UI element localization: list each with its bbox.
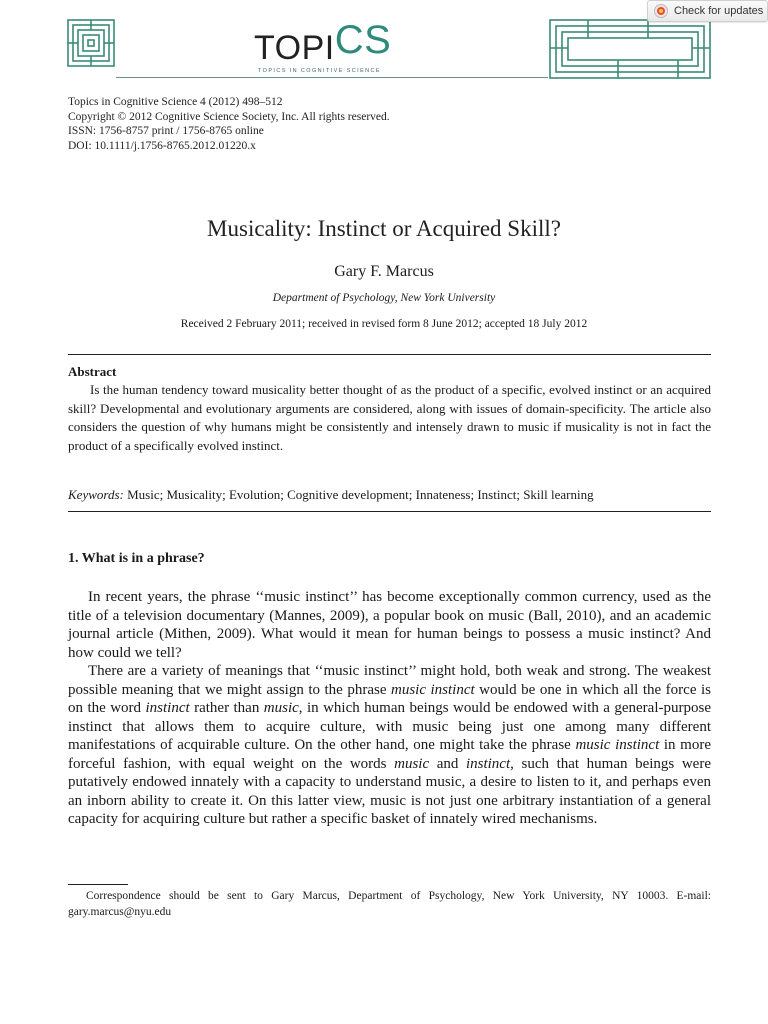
copyright-line: Copyright © 2012 Cognitive Science Society, Inc. All rights reserved. xyxy=(68,110,390,123)
received-dates: Received 2 February 2011; received in revised form 8 June 2012; accepted 18 July 2012 xyxy=(180,318,588,330)
crossmark-icon xyxy=(654,4,668,18)
author-name: Gary F. Marcus xyxy=(334,263,434,280)
journal-line: Topics in Cognitive Science 4 (2012) 498–512 xyxy=(68,96,283,108)
topics-logo xyxy=(254,18,414,74)
issn-line: ISSN: 1756-8757 print / 1756-8765 online xyxy=(68,125,264,137)
author-affiliation: Department of Psychology, New York University xyxy=(272,292,496,304)
labyrinth-logo-right xyxy=(548,18,712,80)
header-rule xyxy=(116,77,548,78)
keywords-list: Music; Musicality; Evolution; Cognitive development; Innateness; Instinct; Skill learning xyxy=(123,487,594,502)
footnote-rule xyxy=(68,884,128,885)
keywords-label: Keywords: xyxy=(68,487,124,502)
correspondence-footnote: Correspondence should be sent to Gary Marcus, Department of Psychology, New York University, NY 10003. E-mail: gary.marcus@nyu.edu xyxy=(68,890,711,918)
body-paragraph-2: There are a variety of meanings that ‘‘music instinct’’ might hold, both weak and strong. The weakest possible meaning that we might assign to the phrase music instinct would be one in which all the force is on the word instinct rather than music, in which human beings would be endowed with a general-purpose instinct that allows them to acquire culture, with music being just one among many different manifestations of acquirable culture. On the other hand, one might take the phrase music instinct in more forceful fashion, with equal weight on the words music and instinct, such that human beings were putatively endowed innately with a capacity to understand music, a desire to listen to it, and perhaps even an inborn ability to create it. On this latter view, music is not just one arbitrary instantiation of a general capacity for acquiring culture but rather a specific basket of innately wired mechanisms. xyxy=(68,663,711,827)
doi-line: DOI: 10.1111/j.1756-8765.2012.01220.x xyxy=(68,139,256,152)
citation-meta xyxy=(68,95,390,153)
article-title: Musicality: Instinct or Acquired Skill? xyxy=(207,216,561,241)
abstract-bottom-rule xyxy=(68,511,711,512)
logo-prefix: TOPI xyxy=(254,29,335,67)
journal-header xyxy=(0,0,768,90)
keywords xyxy=(68,487,711,503)
section-heading: 1. What is in a phrase? xyxy=(68,551,205,566)
logo-tagline: TOPICS IN COGNITIVE SCIENCE xyxy=(258,68,381,74)
check-updates-label: Check for updates xyxy=(674,5,764,17)
abstract-top-rule xyxy=(68,354,711,355)
labyrinth-logo-left xyxy=(66,18,116,68)
abstract-body: Is the human tendency toward musicality better thought of as the product of a specific, evolved instinct or an acquired skill? Developmental and evolutionary arguments are considered, along with issues of domain-specificity. The article also considers the question of why humans might be consistently and intensely drawn to music if musicality is not in fact the product of a specifically evolved instinct. xyxy=(68,382,711,453)
logo-suffix: CS xyxy=(334,18,392,62)
body-paragraph-1: In recent years, the phrase ‘‘music instinct’’ has become exceptionally common currency, used as the title of a television documentary (Mannes, 2009), a popular book on music (Ball, 2010), and an academic journal article (Mithen, 2009). What would it mean for human beings to possess a music instinct? And how could we tell? xyxy=(68,589,711,661)
abstract-heading: Abstract xyxy=(68,364,117,379)
check-updates-button[interactable] xyxy=(647,0,768,22)
